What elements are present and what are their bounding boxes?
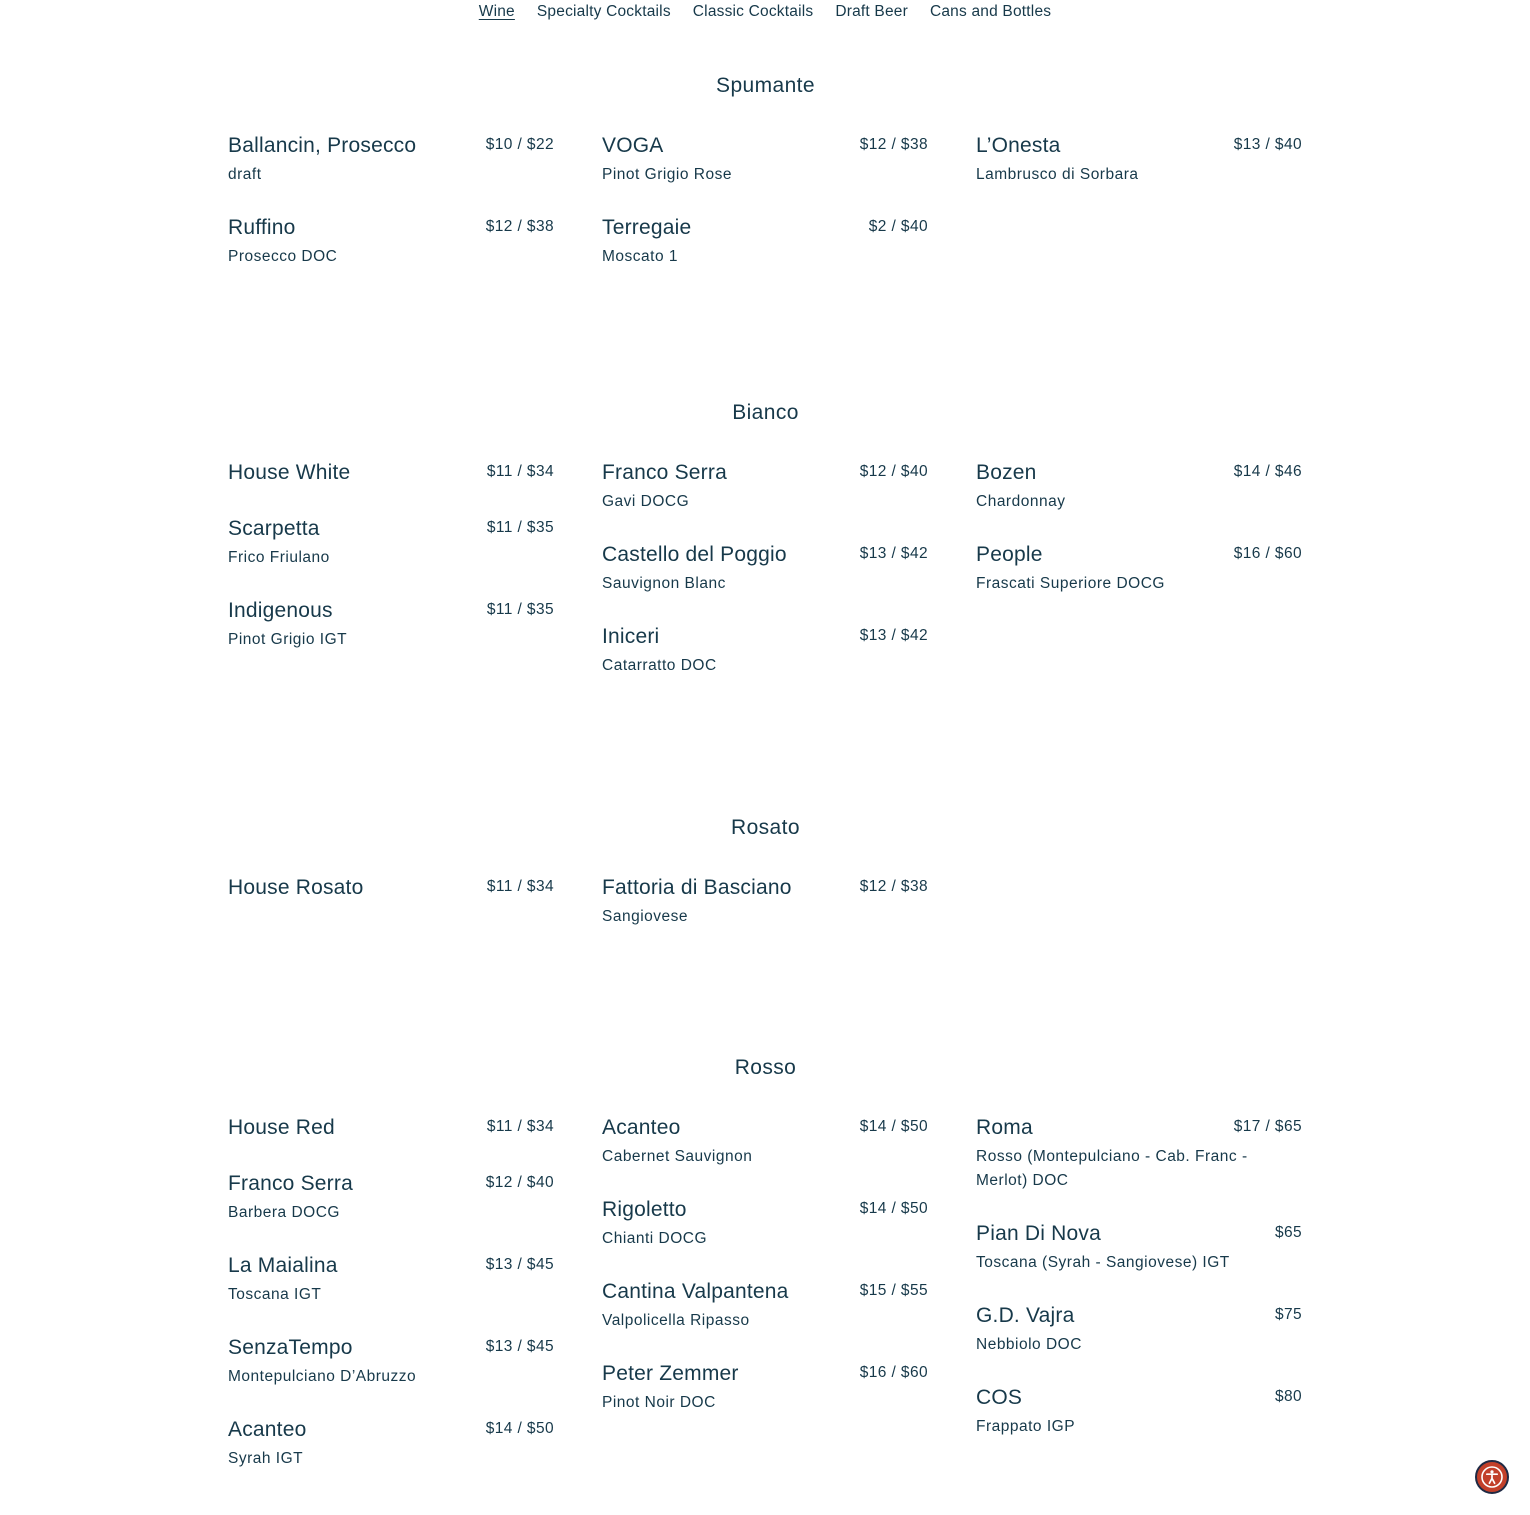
item-name: COS — [976, 1386, 1023, 1409]
menu-column — [602, 460, 928, 706]
item-description: Gavi DOCG — [602, 493, 690, 510]
item-price: $13 / $45 — [485, 1256, 554, 1273]
item-price: $17 / $65 — [1233, 1118, 1302, 1135]
menu-item — [602, 215, 928, 269]
item-name: Iniceri — [602, 625, 660, 648]
item-description: Pinot Grigio IGT — [228, 631, 348, 648]
menu-item — [976, 542, 1302, 596]
menu-category-nav — [0, 3, 1530, 21]
item-description: Prosecco DOC — [228, 248, 338, 265]
nav-tab-cans-and-bottles[interactable]: Cans and Bottles — [929, 3, 1052, 20]
item-description: Frascati Superiore DOCG — [976, 575, 1165, 592]
item-name: Terregaie — [602, 216, 692, 239]
item-price: $13 / $45 — [485, 1338, 554, 1355]
item-price: $11 / $34 — [486, 878, 554, 895]
item-description: Lambrusco di Sorbara — [976, 166, 1139, 183]
item-price: $14 / $50 — [485, 1420, 554, 1437]
menu-column — [228, 875, 554, 929]
item-name: Acanteo — [602, 1116, 681, 1139]
item-name: Scarpetta — [228, 517, 320, 540]
item-description: Nebbiolo DOC — [976, 1336, 1082, 1353]
item-name: Ballancin, Prosecco — [228, 134, 417, 157]
menu-item — [228, 875, 554, 901]
item-price: $65 — [1274, 1224, 1302, 1241]
item-description: Valpolicella Ripasso — [602, 1312, 750, 1329]
item-price: $75 — [1274, 1306, 1302, 1323]
menu-column — [602, 133, 928, 297]
menu-column — [602, 1115, 928, 1443]
nav-tab-wine[interactable]: Wine — [478, 3, 515, 20]
item-name: Fattoria di Basciano — [602, 876, 792, 899]
item-price: $2 / $40 — [868, 218, 928, 235]
item-price: $13 / $42 — [859, 627, 928, 644]
item-description: Frappato IGP — [976, 1418, 1076, 1435]
menu-item — [228, 1335, 554, 1389]
item-description: Rosso (Montepulciano - Cab. Franc - Merlot) DOC — [976, 1148, 1248, 1189]
menu-column — [976, 1115, 1302, 1467]
section-title: Spumante — [716, 74, 815, 97]
item-name: Peter Zemmer — [602, 1362, 739, 1385]
item-description: draft — [228, 166, 262, 183]
menu-item — [228, 1115, 554, 1141]
item-price: $13 / $40 — [1233, 136, 1302, 153]
nav-tab-specialty-cocktails[interactable]: Specialty Cocktails — [536, 3, 671, 20]
item-name: Rigoletto — [602, 1198, 687, 1221]
item-description: Catarratto DOC — [602, 657, 717, 674]
item-description: Pinot Grigio Rose — [602, 166, 732, 183]
item-price: $12 / $38 — [485, 218, 554, 235]
menu-item — [602, 875, 928, 929]
item-price: $15 / $55 — [859, 1282, 928, 1299]
item-price: $14 / $46 — [1233, 463, 1302, 480]
item-name: Castello del Poggio — [602, 543, 787, 566]
item-price: $14 / $50 — [859, 1200, 928, 1217]
menu-column — [228, 460, 554, 680]
section-title: Bianco — [732, 401, 799, 424]
menu-item — [228, 1171, 554, 1225]
item-price: $16 / $60 — [1233, 545, 1302, 562]
item-description: Barbera DOCG — [228, 1204, 340, 1221]
menu-item — [602, 1115, 928, 1169]
menu-item — [976, 1385, 1302, 1439]
item-price: $11 / $34 — [486, 1118, 554, 1135]
item-price: $12 / $38 — [859, 136, 928, 153]
menu-item — [228, 460, 554, 486]
menu-item — [228, 1417, 554, 1471]
menu-item — [228, 1253, 554, 1307]
menu-column — [228, 133, 554, 297]
item-description: Toscana (Syrah - Sangiovese) IGT — [976, 1254, 1230, 1271]
section-title: Rosato — [731, 816, 800, 839]
item-price: $12 / $40 — [859, 463, 928, 480]
item-name: Indigenous — [228, 599, 333, 622]
item-description: Sauvignon Blanc — [602, 575, 726, 592]
menu-item — [976, 1303, 1302, 1357]
item-description: Chardonnay — [976, 493, 1066, 510]
menu-item — [228, 598, 554, 652]
menu-column — [228, 1115, 554, 1499]
item-name: People — [976, 543, 1043, 566]
accessibility-button[interactable] — [1475, 1460, 1509, 1494]
nav-tab-classic-cocktails[interactable]: Classic Cocktails — [692, 3, 814, 20]
menu-item — [602, 460, 928, 514]
item-name: Bozen — [976, 461, 1037, 484]
item-name: House Red — [228, 1116, 335, 1139]
item-price: $80 — [1274, 1388, 1302, 1405]
item-price: $10 / $22 — [485, 136, 554, 153]
menu-item — [976, 1115, 1302, 1193]
item-name: L’Onesta — [976, 134, 1061, 157]
menu-item — [228, 133, 554, 187]
menu-column — [602, 875, 928, 957]
item-price: $12 / $40 — [485, 1174, 554, 1191]
item-name: Pian Di Nova — [976, 1222, 1101, 1245]
menu-item — [228, 215, 554, 269]
item-name: VOGA — [602, 134, 664, 157]
menu-item — [602, 1279, 928, 1333]
item-name: Franco Serra — [228, 1172, 353, 1195]
item-price: $11 / $35 — [486, 601, 554, 618]
item-description: Moscato 1 — [602, 248, 679, 265]
item-price: $13 / $42 — [859, 545, 928, 562]
item-price: $11 / $35 — [486, 519, 554, 536]
menu-item — [228, 516, 554, 570]
item-name: La Maialina — [228, 1254, 338, 1277]
item-name: Cantina Valpantena — [602, 1280, 789, 1303]
item-description: Toscana IGT — [228, 1286, 322, 1303]
menu-item — [602, 542, 928, 596]
item-description: Cabernet Sauvignon — [602, 1148, 753, 1165]
item-description: Frico Friulano — [228, 549, 330, 566]
item-description: Chianti DOCG — [602, 1230, 708, 1247]
item-name: House White — [228, 461, 351, 484]
item-description: Sangiovese — [602, 908, 689, 925]
item-name: Franco Serra — [602, 461, 727, 484]
item-name: G.D. Vajra — [976, 1304, 1075, 1327]
section-title: Rosso — [734, 1056, 797, 1079]
menu-item — [602, 1361, 928, 1415]
item-price: $12 / $38 — [859, 878, 928, 895]
item-price: $14 / $50 — [859, 1118, 928, 1135]
item-description: Pinot Noir DOC — [602, 1394, 716, 1411]
item-name: House Rosato — [228, 876, 364, 899]
item-description: Syrah IGT — [228, 1450, 304, 1467]
nav-tab-draft-beer[interactable]: Draft Beer — [835, 3, 908, 20]
menu-item — [602, 133, 928, 187]
item-name: Acanteo — [228, 1418, 307, 1441]
item-price: $16 / $60 — [859, 1364, 928, 1381]
menu-item — [976, 133, 1302, 187]
menu-item — [602, 1197, 928, 1251]
menu-item — [602, 624, 928, 678]
menu-column — [976, 133, 1302, 215]
item-name: Roma — [976, 1116, 1033, 1139]
menu-item — [976, 460, 1302, 514]
item-name: SenzaTempo — [228, 1336, 353, 1359]
menu-item — [976, 1221, 1302, 1275]
accessibility-icon — [1480, 1465, 1504, 1489]
menu-column — [976, 460, 1302, 624]
item-name: Ruffino — [228, 216, 296, 239]
item-description: Montepulciano D’Abruzzo — [228, 1368, 417, 1385]
item-price: $11 / $34 — [486, 463, 554, 480]
